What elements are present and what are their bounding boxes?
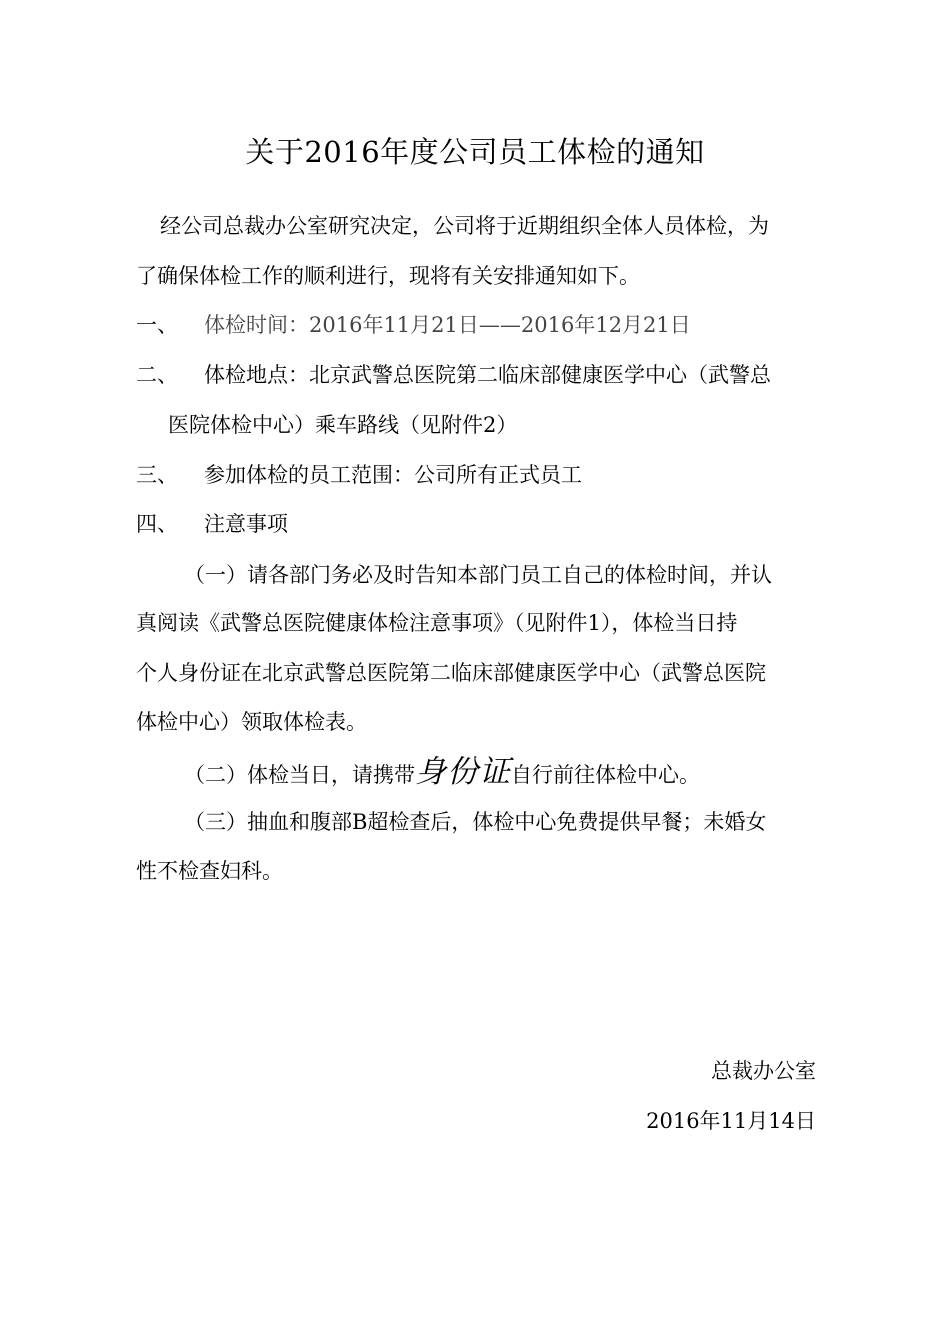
item-4 — [136, 509, 816, 539]
note-3-line-2: 性不检查妇科。 — [136, 859, 283, 883]
intro-line-2: 了确保体检工作的顺利进行，现将有关安排通知如下。 — [136, 264, 640, 288]
note-1-line-4: 体检中心）领取体检表。 — [136, 710, 367, 734]
note-1-line-3: 个人身份证在北京武警总医院第二临床部健康医学中心（武警总医院 — [136, 661, 766, 685]
note-2-after: 自行前往体检中心。 — [511, 763, 700, 787]
item-2 — [136, 360, 816, 390]
document-title: 关于2016年度公司员工体检的通知 — [245, 135, 705, 169]
note-2-emphasis: 身份证 — [415, 754, 511, 790]
note-2-before: （二）体检当日，请携带 — [184, 763, 415, 787]
item-1-text: 体检时间：2016年11月21日——2016年12月21日 — [204, 313, 691, 337]
item-3-number: 三、 — [136, 463, 178, 487]
item-3-text: 参加体检的员工范围：公司所有正式员工 — [204, 463, 582, 487]
item-2-continuation: 医院体检中心）乘车路线（见附件2） — [168, 413, 518, 437]
signature-office: 总裁办公室 — [711, 1059, 816, 1083]
item-4-number: 四、 — [136, 512, 178, 536]
note-3-line-1: （三）抽血和腹部B超检查后，体检中心免费提供早餐；未婚女 — [184, 810, 767, 834]
note-1-line-2: 真阅读《武警总医院健康体检注意事项》（见附件1），体检当日持 — [136, 611, 738, 635]
signature-date: 2016年11月14日 — [646, 1109, 816, 1133]
item-2-text: 体检地点：北京武警总医院第二临床部健康医学中心（武警总 — [204, 363, 771, 387]
item-3 — [136, 460, 816, 490]
item-1-number: 一、 — [136, 313, 178, 337]
intro-line-1: 经公司总裁办公室研究决定，公司将于近期组织全体人员体检，为 — [160, 214, 769, 238]
item-4-text: 注意事项 — [204, 512, 288, 536]
note-2 — [184, 754, 816, 790]
note-1-line-1: （一）请各部门务必及时告知本部门员工自己的体检时间，并认 — [184, 563, 772, 587]
item-2-number: 二、 — [136, 363, 178, 387]
item-1 — [136, 310, 816, 340]
